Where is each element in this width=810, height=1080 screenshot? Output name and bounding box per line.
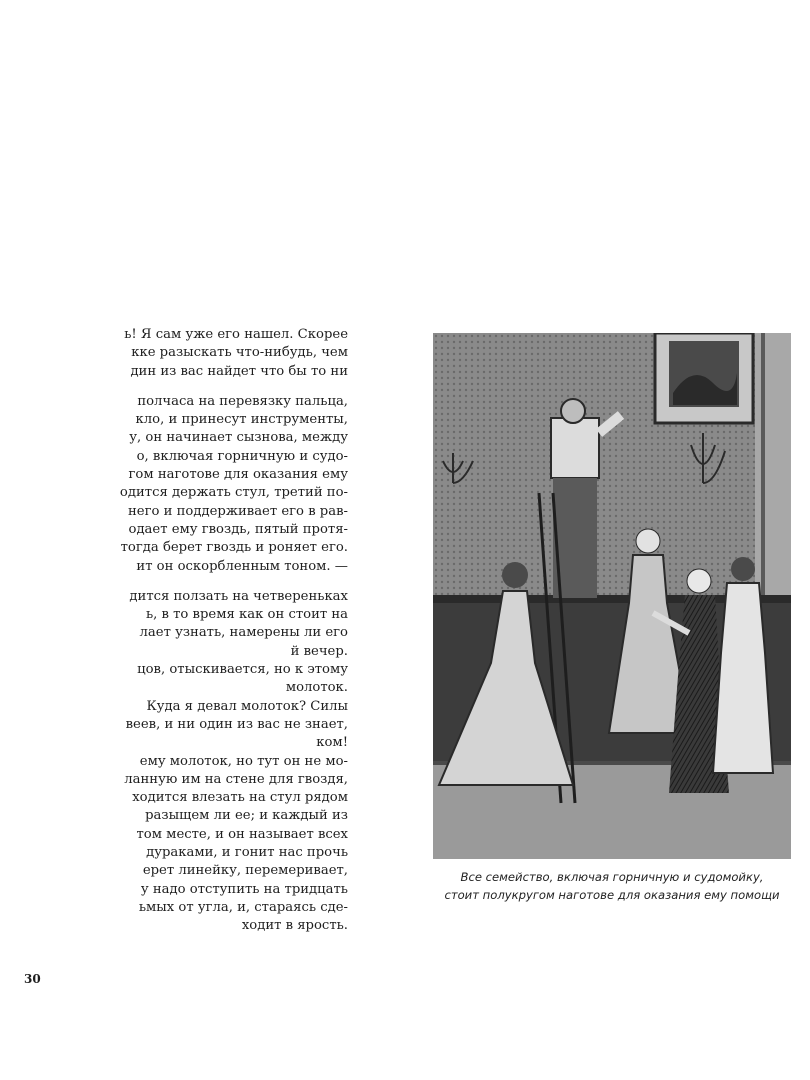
text-line: у надо отступить на тридцать (140, 881, 348, 897)
text-line: одает ему гвоздь, пятый протя- (128, 521, 348, 537)
text-line: веев, и ни один из вас не знает, (125, 716, 348, 732)
text-line: ходится влезать на стул рядом (132, 790, 348, 806)
body-text-column (0, 326, 348, 936)
text-line: Куда я девал молоток? Силы (146, 698, 348, 714)
text-line: кке разыскать что-нибудь, чем (131, 345, 348, 361)
text-line: ланную им на стене для гвоздя, (124, 771, 348, 787)
figure-caption (430, 868, 794, 904)
text-line: у, он начинает сызнова, между (129, 430, 348, 446)
text-line: дится ползать на четвереньках (129, 588, 348, 604)
caption-line-2: стоит полукругом наготове для оказания ему помощи (444, 888, 780, 902)
paragraph-gap (0, 381, 348, 393)
text-line: ьмых от угла, и, стараясь сде- (138, 899, 348, 915)
text-line: ему молоток, но тут он не мо- (139, 753, 348, 769)
text-line: кло, и принесут инструменты, (135, 412, 348, 428)
illustration (433, 333, 791, 859)
text-line: молоток. (285, 680, 348, 696)
text-line: й вечер. (290, 643, 348, 659)
text-line: дураками, и гонит нас прочь (146, 845, 348, 861)
text-line: цов, отыскивается, но к этому (137, 662, 348, 678)
text-line: него и поддерживает его в рав- (128, 503, 348, 519)
text-line: ь! Я сам уже его нашел. Скорее (124, 327, 348, 342)
engraving-family-hanging-picture (433, 333, 791, 859)
text-line: ь, в то время как он стоит на (145, 607, 348, 623)
text-line: ерет линейку, перемеривает, (142, 863, 348, 879)
caption-line-1: Все семейство, включая горничную и судомойку, (460, 870, 764, 884)
text-line: лает узнать, намерены ли его (139, 625, 348, 641)
text-line: том месте, и он называет всех (136, 826, 348, 842)
text-line: ком! (316, 735, 348, 751)
text-line: о, включая горничную и судо- (136, 448, 348, 464)
paragraph-gap (0, 576, 348, 588)
text-line: ит он оскорбленным тоном. — (136, 558, 348, 574)
text-line: полчаса на перевязку пальца, (137, 393, 348, 409)
page-number: 30 (24, 972, 41, 986)
text-line: дин из вас найдет что бы то ни (130, 363, 348, 379)
text-line: гом наготове для оказания ему (128, 467, 348, 483)
text-line: ходит в ярость. (241, 918, 348, 934)
text-line: одится держать стул, третий по- (119, 485, 348, 501)
text-line: разыщем ли ее; и каждый из (145, 808, 348, 824)
text-line: тогда берет гвоздь и роняет его. (120, 540, 348, 556)
